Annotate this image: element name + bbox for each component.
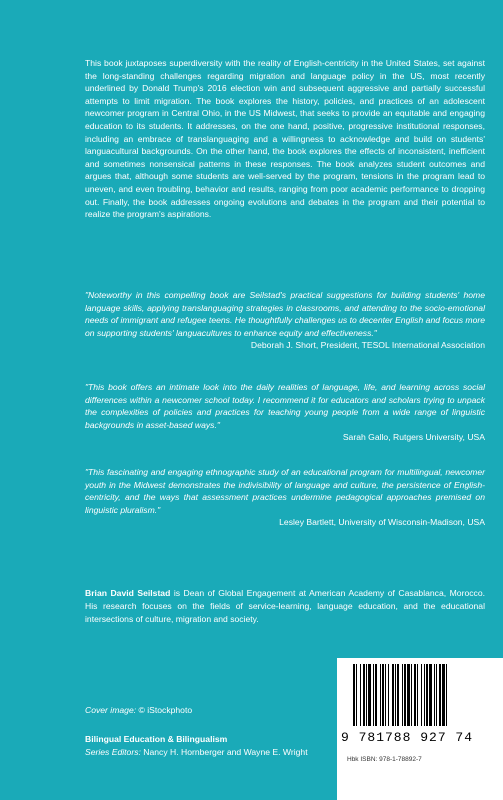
quote-text: "This fascinating and engaging ethnographic study of an educational program for multilingual, newcomer youth in the Midwest demonstrates the indivisibility of language and culture, the persistence of English-centricity, and the ways that assessment practices undermine pedagogical approaches premised on linguistic pluralism." [85,467,485,515]
quote-attribution: Lesley Bartlett, University of Wisconsin-Madison, USA [279,517,485,528]
cover-image-credit [85,705,192,715]
quote-text: "Noteworthy in this compelling book are Seilstad's practical suggestions for building students' home language skills, applying translanguaging strategies in classrooms, and attending to the socio-emotional needs of immigrant and refugee teens. He thoughtfully challenges us to decenter English and focus more on supporting students' languacultures to enhance equity and effectiveness." [85,290,485,338]
author-name: Brian David Seilstad [85,588,171,598]
series-editors-names: Nancy H. Hornberger and Wayne E. Wright [140,747,308,757]
quote-text: "This book offers an intimate look into the daily realities of language, life, and learning across social differences within a newcomer school today. I recommend it for educators and scholars trying to unpack the complexities of policies and practices for teaching young people from a wide range of linguistic backgrounds in asset-based ways." [85,382,485,430]
endorsement-quote [85,381,485,444]
author-bio-text: is Dean of Global Engagement at American Academy of Casablanca, Morocco. His research focuses on the fields of service-learning, language education, and the educational intersections of culture, migration and society. [85,588,485,624]
endorsement-quote [85,289,485,352]
credit-value: © iStockphoto [136,705,193,715]
isbn-label: Hbk ISBN: 978-1-78892-7 [347,756,422,763]
credit-label: Cover image: [85,705,137,715]
author-bio [85,587,485,626]
series-editors [85,746,308,759]
book-blurb: This book juxtaposes superdiversity with the reality of English-centricity in the United States, set against the long-standing challenges regarding migration and language policy in the US, most recently underlined by Donald Trump's 2016 election win and subsequent aggressive and partially successful attempts to limit migration. The book explores the history, policies, and practices of an adolescent newcomer program in Central Ohio, in the US Midwest, that seeks to provide an equitable and engaging education to its students. It addresses, on the one hand, positive, progressive institutional responses, including an embrace of translanguaging and a willingness to acknowledge and build on students' languacultural backgrounds. On the other hand, the book explores the effects of inconsistent, inefficient and sometimes nonsensical patterns in these responses. The book analyzes student outcomes and argues that, although some students are well-served by the program, tensions in the program lead to uneven, and even troubling, behavior and results, ranging from poor academic performance to dropping out. Finally, the book addresses ongoing evolutions and debates in the program and their potential to realize the program's aspirations. [85,58,485,220]
barcode [337,658,503,800]
series-info [85,733,308,759]
quote-attribution: Sarah Gallo, Rutgers University, USA [342,432,485,443]
endorsement-quote [85,466,485,529]
barcode-bars [351,664,491,726]
series-editors-label: Series Editors: [85,747,141,757]
quote-attribution: Deborah J. Short, President, TESOL International Association [250,340,485,351]
series-name: Bilingual Education & Bilingualism [85,734,228,744]
barcode-digits: 9 781788 927 74 [341,730,474,745]
